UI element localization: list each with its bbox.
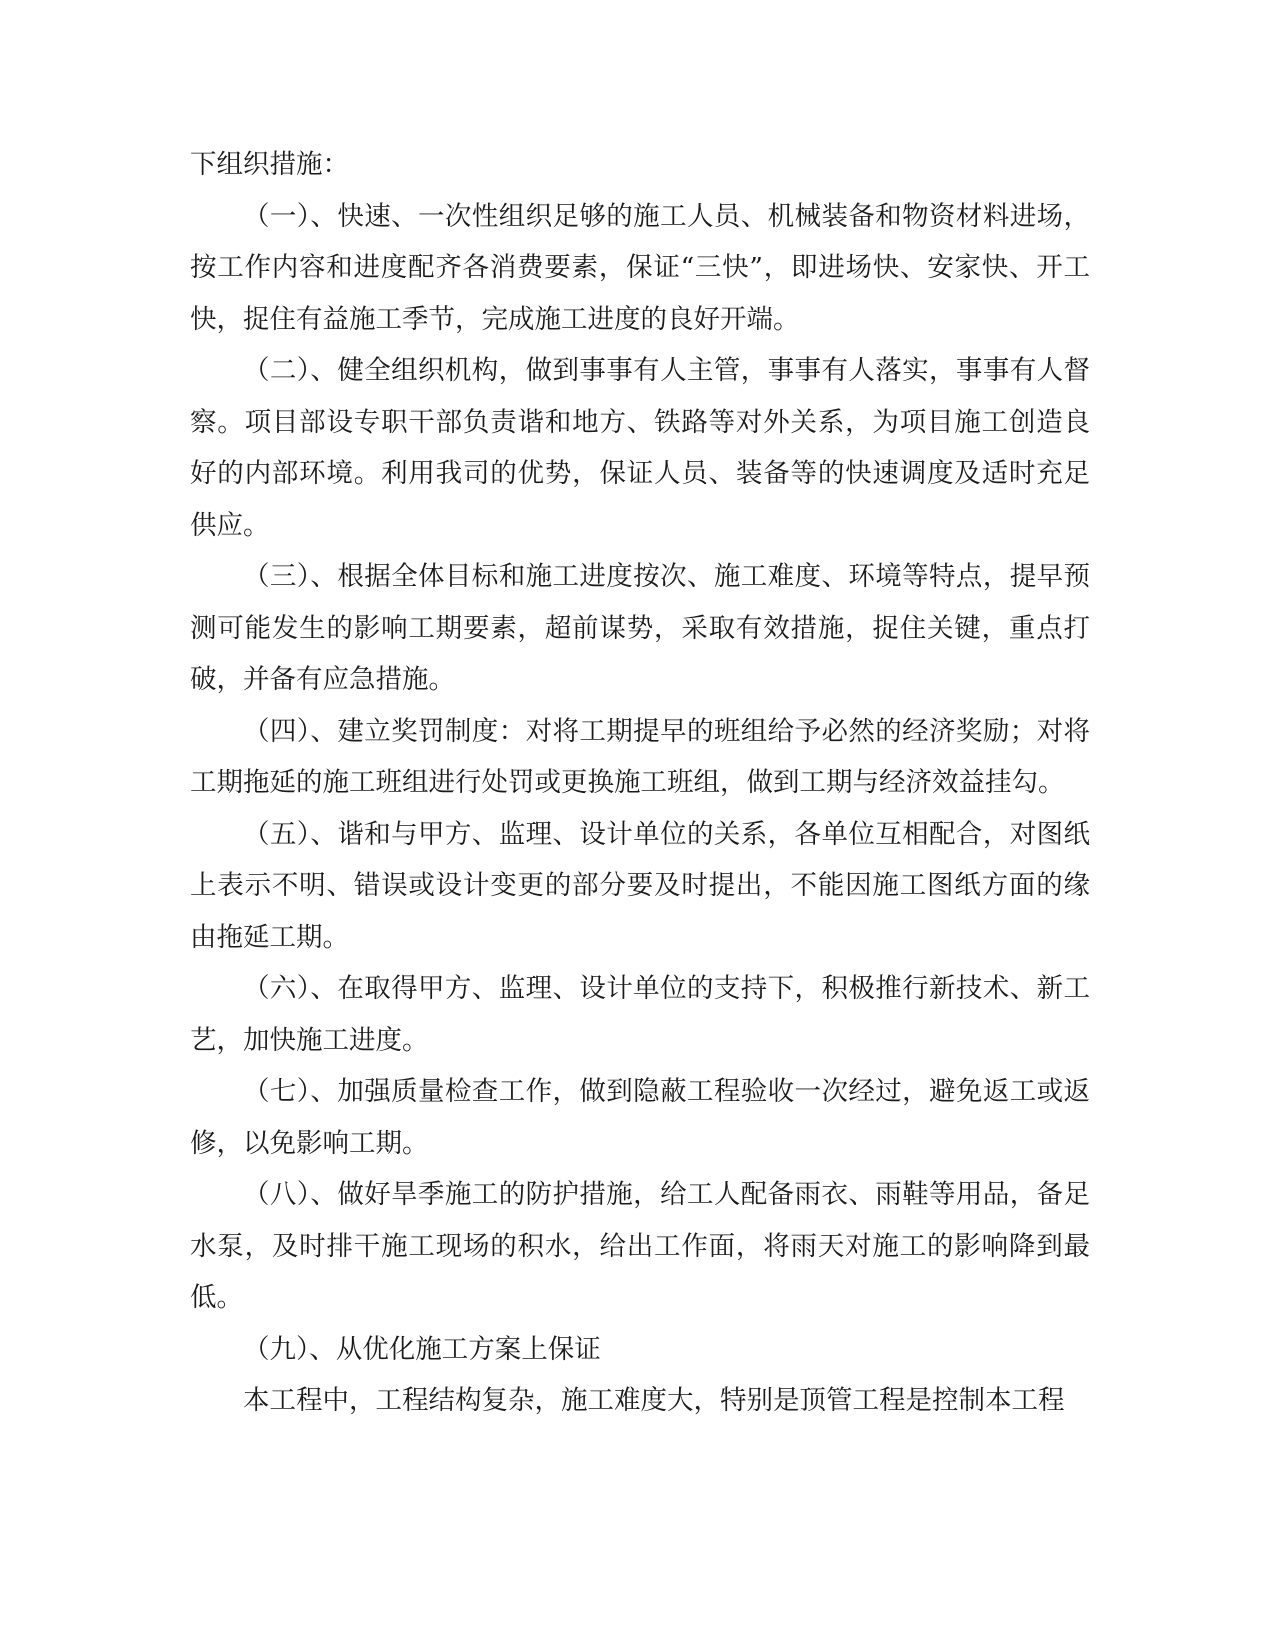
- paragraph-item-8: （八）、做好旱季施工的防护措施，给工人配备雨衣、雨鞋等用品，备足水泵，及时排干施工现场的积水，给出工作面，将雨天对施工的影响降到最低。: [190, 1179, 1090, 1313]
- paragraph-item-5: （五）、谐和与甲方、监理、设计单位的关系，各单位互相配合，对图纸上表示不明、错误或设计变更的部分要及时提出，不能因施工图纸方面的缘由拖延工期。: [190, 818, 1090, 953]
- paragraph-item-6: （六）、在取得甲方、监理、设计单位的支持下，积极推行新技术、新工艺，加快施工进度。: [190, 973, 1090, 1056]
- paragraph-item-3: （三）、根据全体目标和施工进度按次、施工难度、环境等特点，提早预测可能发生的影响工期要素，超前谋势，采取有效措施，捉住关键，重点打破，并备有应急措施。: [190, 561, 1090, 695]
- paragraph-item-2: （二）、健全组织机构，做到事事有人主管，事事有人落实，事事有人督察。项目部设专职干部负责谐和地方、铁路等对外关系，为项目施工创造良好的内部环境。利用我司的优势，保证人员、装备等的快速调度及适时充足供应。: [190, 355, 1090, 541]
- paragraph-item-4: （四）、建立奖罚制度：对将工期提早的班组给予必然的经济奖励；对将工期拖延的施工班组进行处罚或更换施工班组，做到工期与经济效益挂勾。: [190, 715, 1090, 798]
- paragraph-continuation: 本工程中，工程结构复杂，施工难度大，特别是顶管工程是控制本工程: [243, 1385, 1065, 1416]
- paragraph-item-7: （七）、加强质量检查工作，做到隐蔽工程验收一次经过，避免返工或返修，以免影响工期。: [190, 1076, 1090, 1159]
- paragraph-item-9: （九）、从优化施工方案上保证: [243, 1333, 601, 1365]
- document-body: [190, 139, 1090, 1427]
- paragraph-item-1: （一）、快速、一次性组织足够的施工人员、机械装备和物资材料进场，按工作内容和进度配齐各消费要素，保证“三快”，即进场快、安家快、开工快，捉住有益施工季节，完成施工进度的良好开端。: [190, 200, 1090, 335]
- paragraph-intro: 下组织措施：: [190, 149, 349, 180]
